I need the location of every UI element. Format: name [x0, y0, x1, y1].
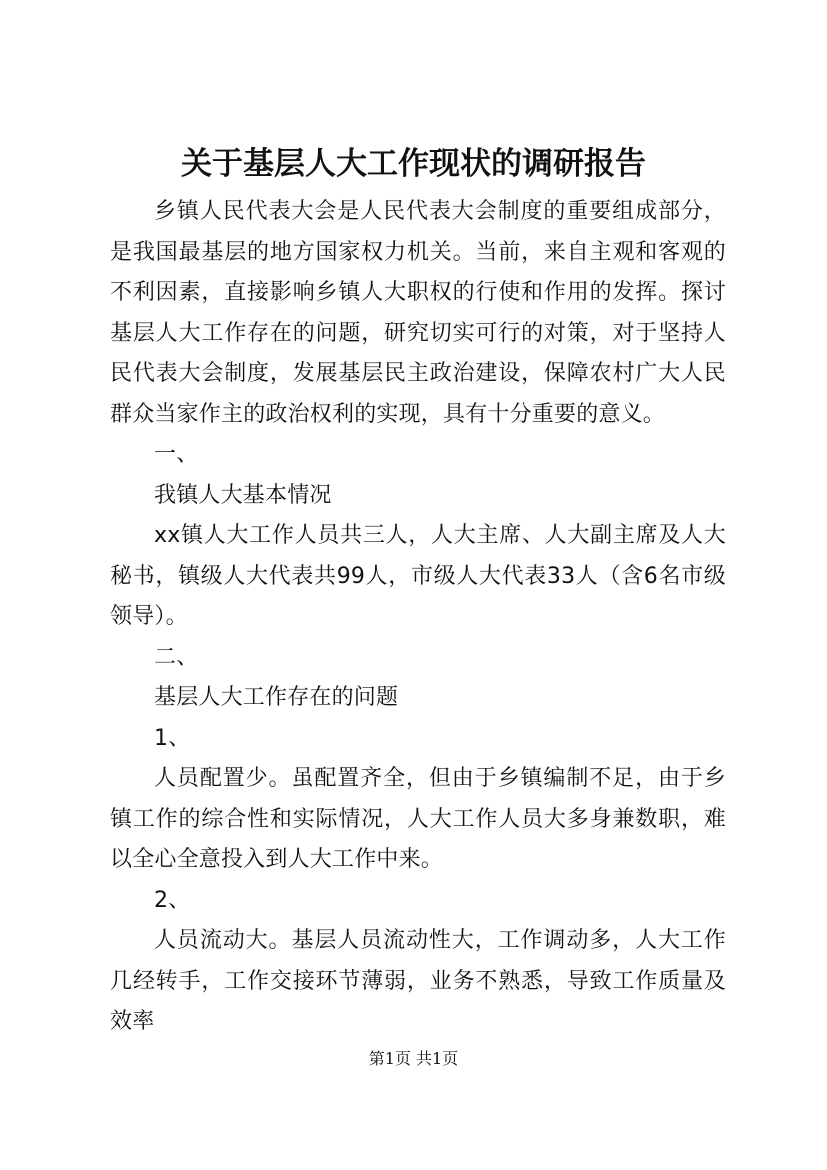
basic-situation-paragraph: xx镇人大工作人员共三人，人大主席、人大副主席及人大秘书，镇级人大代表共99人，市级人大代表33人（含6名市级领导）。 [110, 523, 726, 629]
document-body [110, 192, 726, 1043]
problem-number-1: 1、 [154, 725, 191, 751]
problem-paragraph-2: 人员流动大。基层人员流动性大，工作调动多，人大工作几经转手，工作交接环节薄弱，业务不熟悉，导致工作质量及效率 [110, 928, 726, 1034]
section-number-2: 二、 [154, 644, 199, 670]
page-footer: 第1页 共1页 [368, 1049, 459, 1068]
section-heading-basic-situation: 我镇人大基本情况 [154, 482, 332, 508]
intro-paragraph: 乡镇人民代表大会是人民代表大会制度的重要组成部分，是我国最基层的地方国家权力机关。当前，来自主观和客观的不利因素，直接影响乡镇人大职权的行使和作用的发挥。探讨基层人大工作存在的问题，研究切实可行的对策，对于坚持人民代表大会制度，发展基层民主政治建设，保障农村广大人民群众当家作主的政治权利的实现，具有十分重要的意义。 [110, 199, 726, 427]
problem-paragraph-1: 人员配置少。虽配置齐全，但由于乡镇编制不足，由于乡镇工作的综合性和实际情况，人大工作人员大多身兼数职，难以全心全意投入到人大工作中来。 [110, 766, 726, 872]
section-number-1: 一、 [154, 442, 199, 467]
section-heading-problems: 基层人大工作存在的问题 [154, 685, 399, 710]
document-title: 关于基层人大工作现状的调研报告 [181, 146, 646, 182]
problem-number-2: 2、 [154, 887, 191, 913]
